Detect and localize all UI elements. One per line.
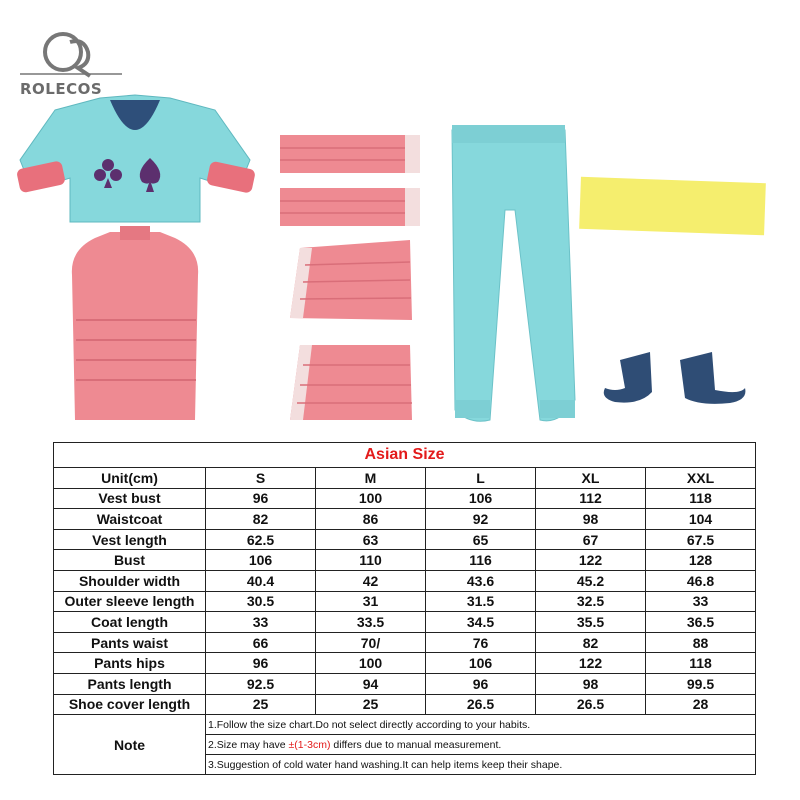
measurement-value: 67.5: [646, 529, 756, 550]
measurement-value: 94: [316, 673, 426, 694]
measurement-value: 25: [316, 694, 426, 715]
measurement-value: 36.5: [646, 612, 756, 633]
measurement-value: 76: [426, 632, 536, 653]
measurement-value: 45.2: [536, 570, 646, 591]
measurement-value: 33: [206, 612, 316, 633]
unit-header: Unit(cm): [54, 468, 206, 489]
measurement-label: Pants length: [54, 673, 206, 694]
measurement-label: Pants hips: [54, 653, 206, 674]
headband-image: [579, 177, 766, 235]
vest-image: [72, 226, 198, 420]
measurement-label: Coat length: [54, 612, 206, 633]
size-header: S: [206, 468, 316, 489]
measurement-value: 104: [646, 509, 756, 530]
measurement-value: 118: [646, 488, 756, 509]
measurement-value: 99.5: [646, 673, 756, 694]
table-row: [54, 509, 756, 530]
measurement-value: 82: [206, 509, 316, 530]
pants-image: [452, 125, 575, 421]
measurement-label: Shoe cover length: [54, 694, 206, 715]
measurement-value: 43.6: [426, 570, 536, 591]
measurement-value: 98: [536, 509, 646, 530]
measurement-value: 25: [206, 694, 316, 715]
size-header: XL: [536, 468, 646, 489]
table-row: [54, 612, 756, 633]
note-label: Note: [54, 715, 206, 775]
table-row: [54, 488, 756, 509]
measurement-value: 92: [426, 509, 536, 530]
measurement-value: 100: [316, 488, 426, 509]
measurement-value: 96: [206, 653, 316, 674]
measurement-value: 92.5: [206, 673, 316, 694]
note-line-1: 1.Follow the size chart.Do not select directly according to your habits.: [206, 715, 756, 735]
table-row: [54, 550, 756, 571]
shoe-cover-image: [604, 352, 746, 404]
measurement-value: 122: [536, 550, 646, 571]
measurement-label: Shoulder width: [54, 570, 206, 591]
measurement-value: 110: [316, 550, 426, 571]
measurement-value: 31.5: [426, 591, 536, 612]
measurement-label: Vest length: [54, 529, 206, 550]
measurement-label: Pants waist: [54, 632, 206, 653]
crop-top-image: [16, 95, 256, 222]
measurement-label: Outer sleeve length: [54, 591, 206, 612]
measurement-label: Bust: [54, 550, 206, 571]
table-row: [54, 570, 756, 591]
table-row: [54, 673, 756, 694]
measurement-value: 118: [646, 653, 756, 674]
measurement-value: 46.8: [646, 570, 756, 591]
measurement-value: 32.5: [536, 591, 646, 612]
measurement-value: 112: [536, 488, 646, 509]
measurement-value: 67: [536, 529, 646, 550]
table-row: [54, 694, 756, 715]
table-row: [54, 529, 756, 550]
measurement-value: 31: [316, 591, 426, 612]
measurement-value: 116: [426, 550, 536, 571]
measurement-value: 33.5: [316, 612, 426, 633]
measurement-value: 30.5: [206, 591, 316, 612]
measurement-value: 42: [316, 570, 426, 591]
measurement-value: 62.5: [206, 529, 316, 550]
measurement-value: 26.5: [536, 694, 646, 715]
measurement-value: 100: [316, 653, 426, 674]
measurement-value: 65: [426, 529, 536, 550]
measurement-value: 33: [646, 591, 756, 612]
measurement-value: 106: [206, 550, 316, 571]
measurement-label: Waistcoat: [54, 509, 206, 530]
measurement-value: 63: [316, 529, 426, 550]
note-line-2: 2.Size may have ±(1-3cm) differs due to manual measurement.: [206, 735, 756, 755]
leg-wrap-image: [290, 240, 412, 420]
table-title-row: [54, 443, 756, 468]
table-row: [54, 632, 756, 653]
measurement-value: 96: [426, 673, 536, 694]
measurement-value: 98: [536, 673, 646, 694]
table-header-row: [54, 468, 756, 489]
size-header: M: [316, 468, 426, 489]
measurement-value: 34.5: [426, 612, 536, 633]
measurement-value: 86: [316, 509, 426, 530]
measurement-value: 88: [646, 632, 756, 653]
brand-name: ROLECOS: [20, 80, 103, 98]
measurement-value: 70/: [316, 632, 426, 653]
size-chart-table: [53, 442, 756, 775]
tolerance-highlight: ±(1-3cm): [288, 738, 331, 751]
note-row: [54, 715, 756, 735]
table-title: Asian Size: [54, 443, 756, 468]
measurement-value: 106: [426, 653, 536, 674]
table-row: [54, 653, 756, 674]
measurement-value: 26.5: [426, 694, 536, 715]
measurement-value: 122: [536, 653, 646, 674]
measurement-value: 96: [206, 488, 316, 509]
measurement-value: 128: [646, 550, 756, 571]
measurement-value: 40.4: [206, 570, 316, 591]
table-row: [54, 591, 756, 612]
measurement-value: 82: [536, 632, 646, 653]
measurement-value: 66: [206, 632, 316, 653]
note-line-3: 3.Suggestion of cold water hand washing.It can help items keep their shape.: [206, 755, 756, 775]
size-header: XXL: [646, 468, 756, 489]
measurement-value: 106: [426, 488, 536, 509]
measurement-label: Vest bust: [54, 488, 206, 509]
arm-wrap-image: [280, 135, 420, 226]
measurement-value: 28: [646, 694, 756, 715]
measurement-value: 35.5: [536, 612, 646, 633]
size-header: L: [426, 468, 536, 489]
